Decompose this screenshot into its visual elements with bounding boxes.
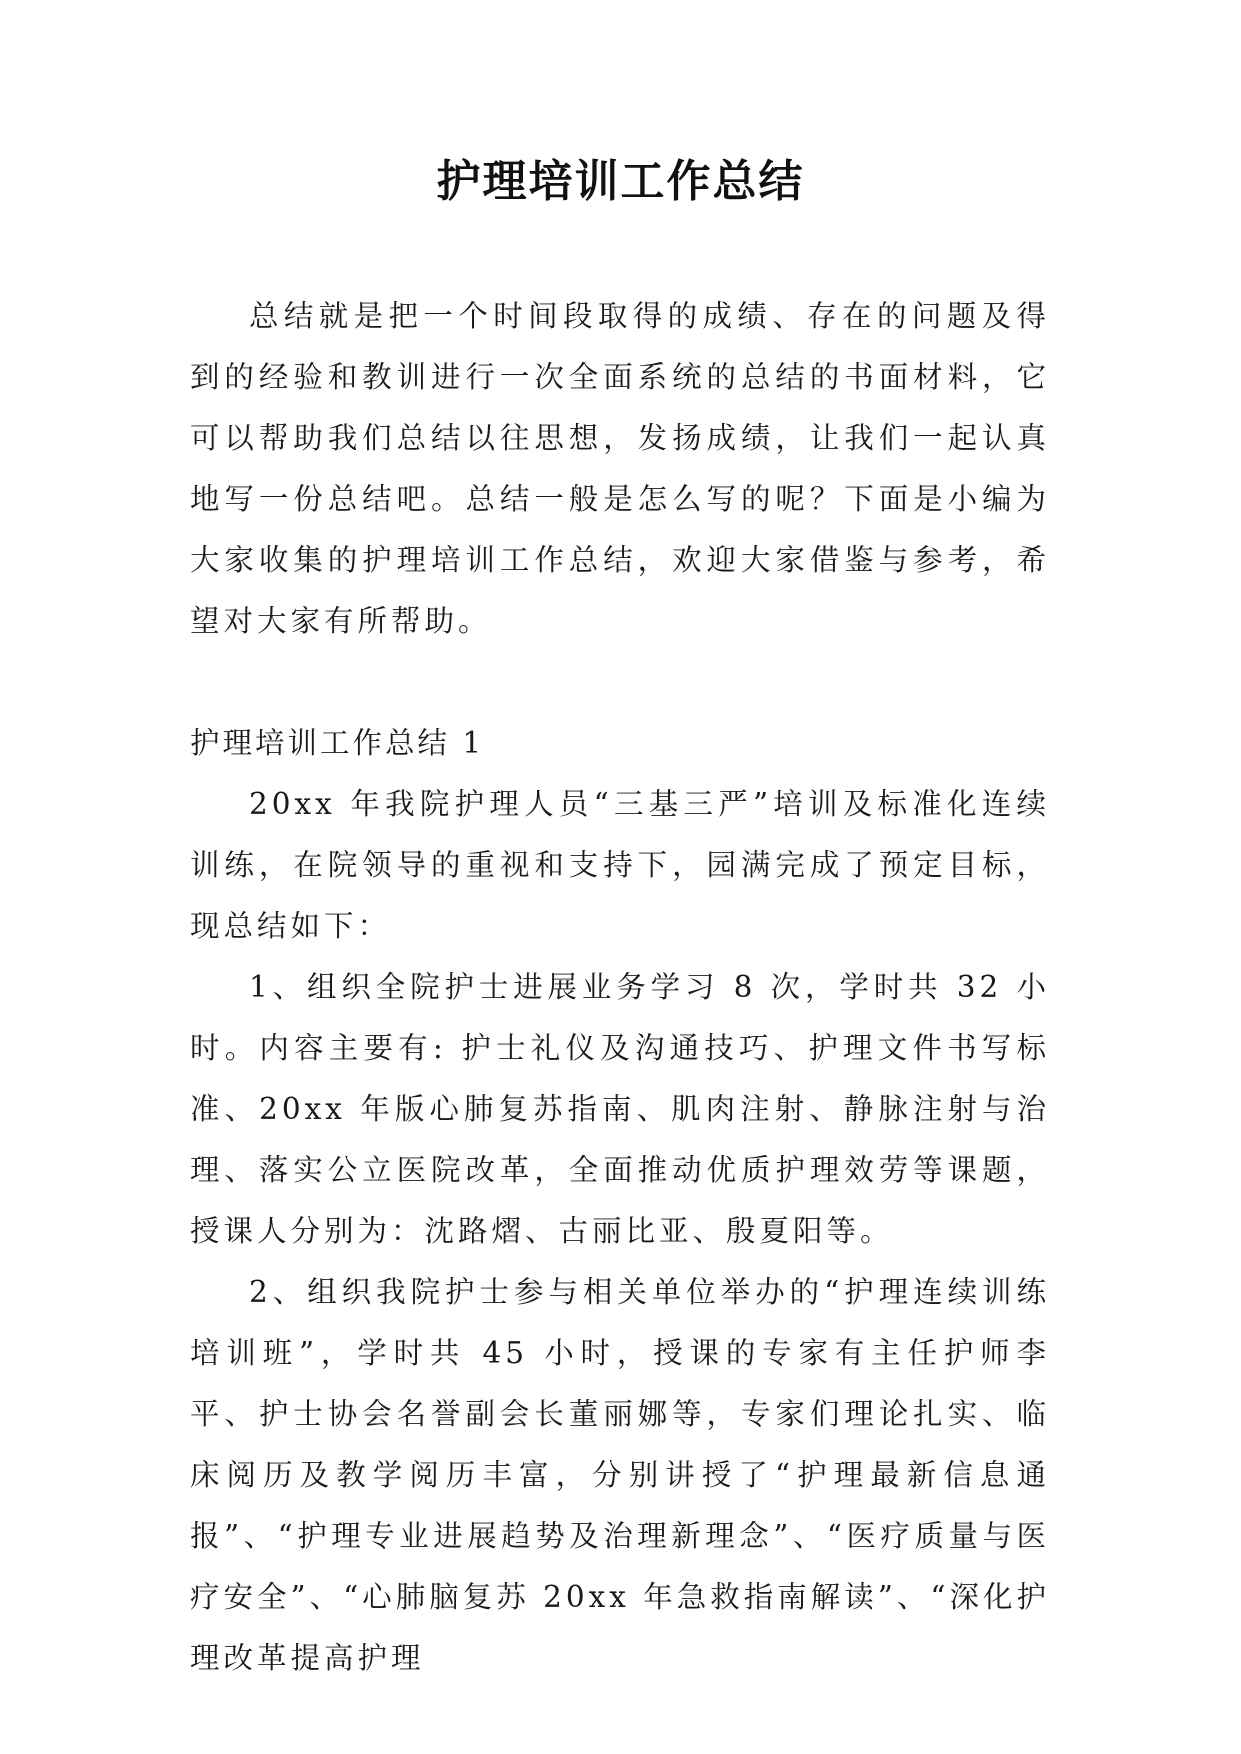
- body-paragraph: 1、组织全院护士进展业务学习 8 次，学时共 32 小时。内容主要有: 护士礼仪及沟通技巧、护理文件书写标准、20xx 年版心肺复苏指南、肌肉注射、静脉注射与治理、落实公立医院改革，全面推动优质护理效劳等课题，授课人分别为：沈路熠、古丽比亚、殷夏阳等。: [190, 970, 1050, 1248]
- section-heading: 护理培训工作总结 1: [190, 726, 485, 760]
- document-body: [190, 286, 1050, 1689]
- body-paragraph: 20xx 年我院护理人员“三基三严”培训及标准化连续训练，在院领导的重视和支持下，园满完成了预定目标，现总结如下：: [190, 787, 1050, 943]
- document-title: 护理培训工作总结: [436, 156, 805, 207]
- intro-paragraph: 总结就是把一个时间段取得的成绩、存在的问题及得到的经验和教训进行一次全面系统的总结的书面材料，它可以帮助我们总结以往思想，发扬成绩，让我们一起认真地写一份总结吧。总结一般是怎么写的呢？下面是小编为大家收集的护理培训工作总结，欢迎大家借鉴与参考，希望对大家有所帮助。: [190, 299, 1050, 638]
- body-paragraph: 2、组织我院护士参与相关单位举办的“护理连续训练培训班”，学时共 45 小时，授课的专家有主任护师李平、护士协会名誉副会长董丽娜等，专家们理论扎实、临床阅历及教学阅历丰富，分别讲授了“护理最新信息通报”、“护理专业进展趋势及治理新理念”、“医疗质量与医疗安全”、“心肺脑复苏 20xx 年急救指南解读”、“深化护理改革提高护理: [190, 1275, 1050, 1675]
